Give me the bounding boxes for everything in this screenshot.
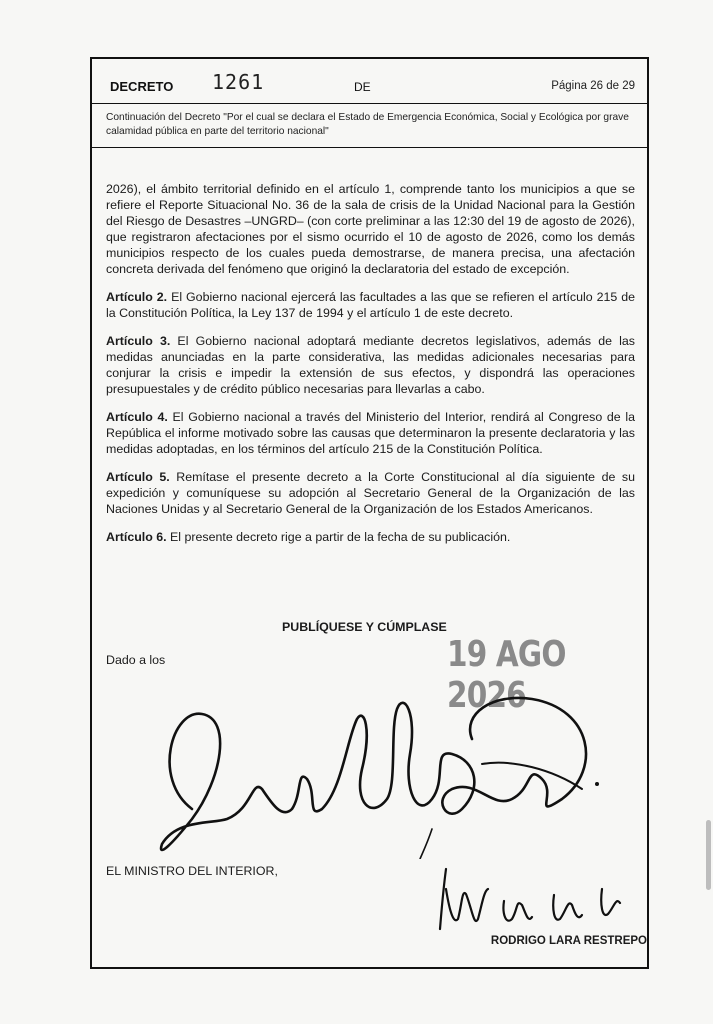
article-label: Artículo 2. — [106, 290, 168, 304]
article-4 — [106, 409, 635, 457]
article-label: Artículo 3. — [106, 334, 171, 348]
header-divider — [92, 147, 647, 148]
decree-label: DECRETO — [110, 79, 174, 94]
article-2 — [106, 289, 635, 321]
article-label: Artículo 4. — [106, 410, 168, 424]
article-text: El Gobierno nacional adoptará mediante decretos legislativos, además de las medidas anunciadas en la parte considerativa, las medidas adicionales necesarias para conjurar la crisis e impedir la extensión de sus efectos, y dispondrá las operaciones presupuestales y de crédito público necesarias para llevarlas a cabo. — [106, 334, 636, 396]
minister-title: EL MINISTRO DEL INTERIOR, — [106, 864, 278, 878]
decree-body — [106, 181, 635, 557]
decree-number: 1261 — [212, 70, 265, 94]
decree-header — [92, 59, 647, 104]
article-label: Artículo 6. — [106, 530, 167, 544]
article-6 — [106, 529, 635, 545]
de-label: DE — [354, 80, 371, 94]
article-text: El Gobierno nacional ejercerá las facultades a las que se refieren el artículo 215 de la Constitución Política, la Ley 137 de 1994 y el artículo 1 de este decreto. — [106, 290, 635, 320]
scrollbar[interactable] — [706, 820, 711, 890]
president-signature — [132, 669, 612, 859]
minister-signature — [432, 859, 632, 934]
article-text: El Gobierno nacional a través del Ministerio del Interior, rendirá al Congreso de la República el informe motivado sobre las causas que determinaron la presente declaratoria y las medidas adoptadas, en los términos del artículo 215 de la Constitución Política. — [106, 410, 636, 456]
signer-name: RODRIGO LARA RESTREPO — [490, 935, 647, 947]
continuation-note: Continuación del Decreto "Por el cual se declara el Estado de Emergencia Económica, Social y Ecológica por grave calamidad pública en parte del territorio nacional" — [106, 112, 629, 137]
article-5 — [106, 469, 635, 517]
dado-label: Dado a los — [106, 653, 166, 667]
decree-frame — [90, 57, 649, 969]
page-number: Página 26 de 29 — [551, 80, 635, 92]
article-text: Remítase el presente decreto a la Corte Constitucional al día siguiente de su expedición y comuníquese su adopción al Secretario General de la Organización de las Naciones Unidas y al Secretario General de la Organización de los Estados Americanos. — [106, 470, 636, 516]
article-text: El presente decreto rige a partir de la fecha de su publicación. — [166, 530, 511, 544]
intro-paragraph: 2026), el ámbito territorial definido en el artículo 1, comprende tanto los municipios a que se refiere el Reporte Situacional No. 36 de la sala de crisis de la Unidad Nacional para la Gestión del Riesgo de Desastres –UNGRD– (con corte preliminar a las 12:30 del 19 de agosto de 2026), que registraron afectaciones por el sismo ocurrido el 10 de agosto de 2026, como los demás municipios respecto de los cuales pueda demostrarse, de manera precisa, una afectación concreta derivada del fenómeno que originó la declaratoria del estado de excepción. — [106, 182, 635, 276]
date-stamp: 19 AGO 2026 — [447, 634, 566, 716]
publiquese-heading: PUBLÍQUESE Y CÚMPLASE — [282, 620, 447, 634]
article-label: Artículo 5. — [106, 470, 170, 484]
article-3 — [106, 333, 635, 397]
